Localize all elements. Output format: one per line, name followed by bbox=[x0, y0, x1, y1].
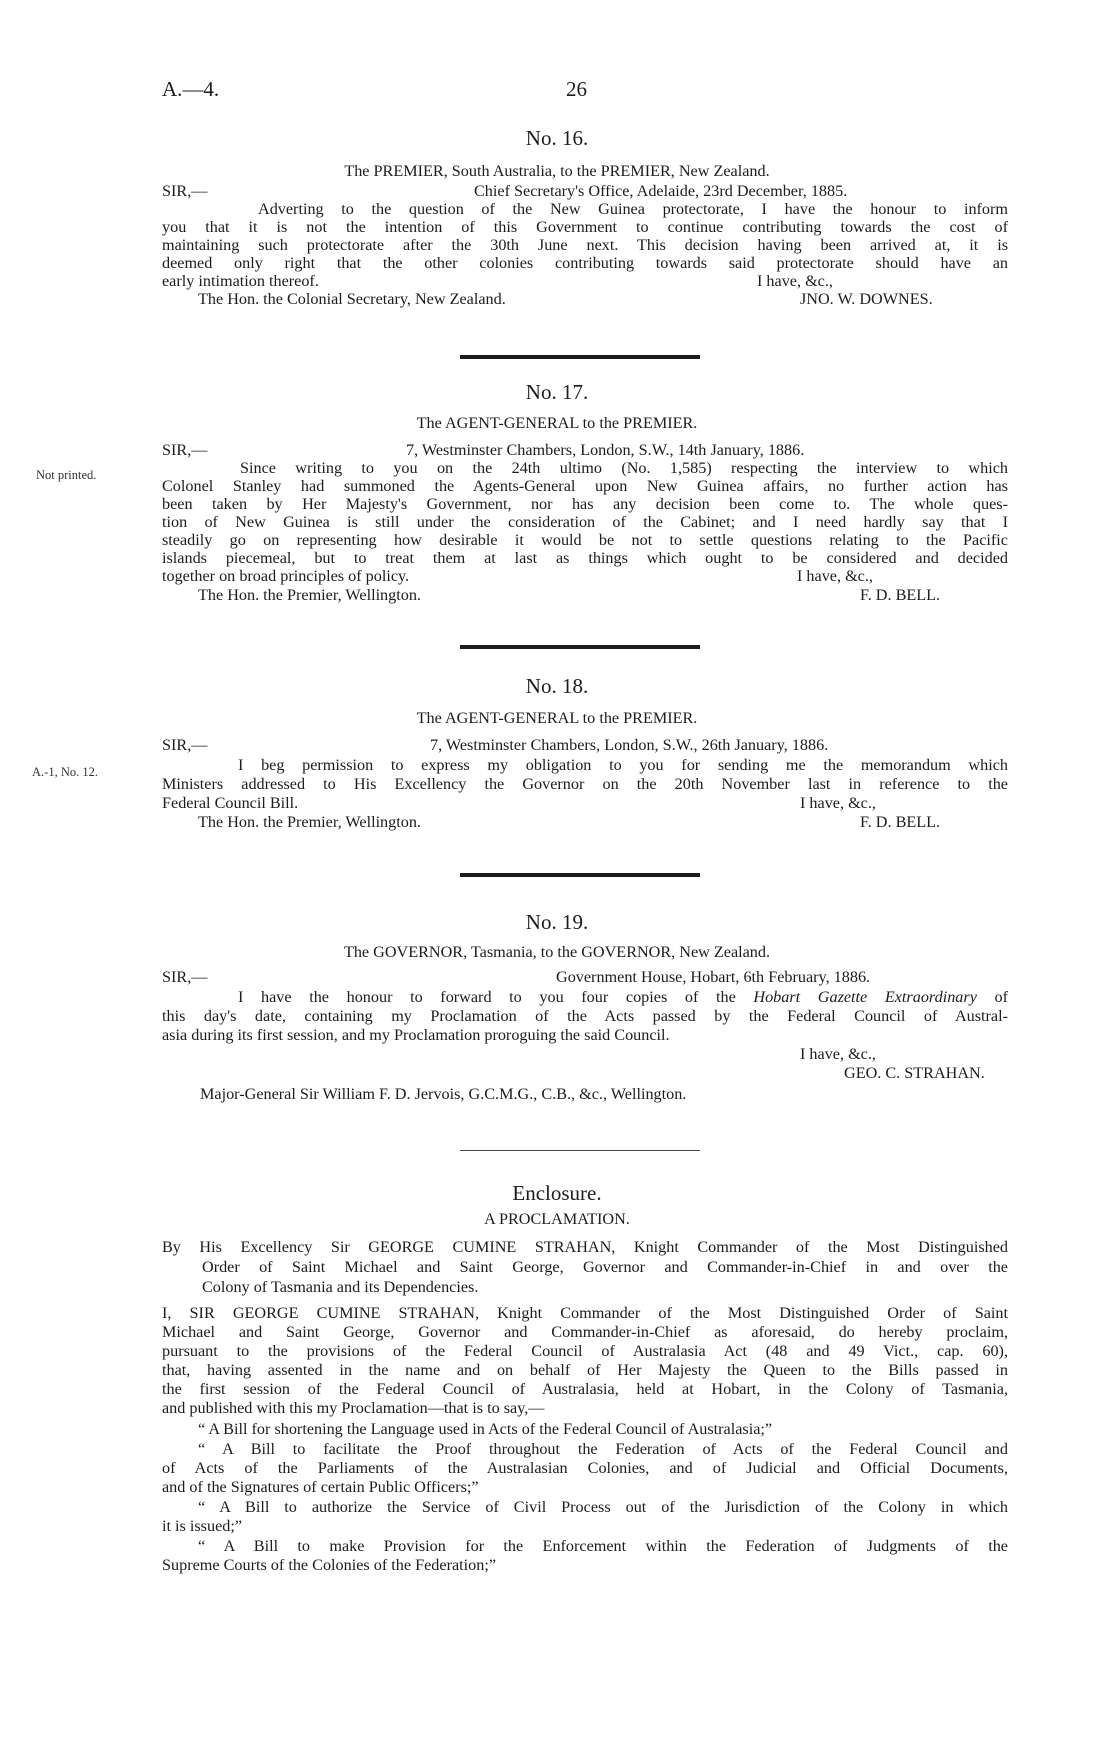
place-date: Government House, Hobart, 6th February, 1886. bbox=[556, 968, 871, 986]
bill-line: “ A Bill to authorize the Service of Civil Process out of the Jurisdiction of the Colony in which bbox=[198, 1498, 1008, 1516]
body-text: I have the honour to forward to you four copies of the bbox=[238, 988, 754, 1006]
body-line: together on broad principles of policy. bbox=[162, 567, 410, 585]
letter-number: No. 19. bbox=[525, 910, 589, 934]
margin-note: Not printed. bbox=[36, 468, 97, 482]
signature: GEO. C. STRAHAN. bbox=[844, 1064, 985, 1082]
proclamation-by-line: Order of Saint Michael and Saint George, Governor and Commander-in-Chief in and over the bbox=[202, 1258, 1008, 1276]
document-reference: A.—4. bbox=[162, 77, 220, 101]
proclamation-body-line: Michael and Saint George, Governor and Commander-in-Chief as aforesaid, do hereby proclaim, bbox=[162, 1323, 1008, 1341]
bill-line: “ A Bill for shortening the Language used in Acts of the Federal Council of Australasia;” bbox=[198, 1420, 773, 1438]
closing: I have, &c., bbox=[797, 567, 873, 585]
body-line: maintaining such protectorate after the 30th June next. This decision having been arrived at, it is bbox=[162, 236, 1008, 254]
body-line: deemed only right that the other colonies contributing towards said protectorate should have an bbox=[162, 254, 1008, 272]
letter-heading: The AGENT-GENERAL to the PREMIER. bbox=[416, 414, 698, 432]
body-line: you that it is not the intention of this Government to continue contributing towards the cost of bbox=[162, 218, 1008, 236]
body-line: this day's date, containing my Proclamation of the Acts passed by the Federal Council of Austral- bbox=[162, 1007, 1008, 1025]
letter-number: No. 18. bbox=[525, 674, 589, 698]
bill-line: and of the Signatures of certain Public Officers;” bbox=[162, 1478, 479, 1496]
signature: F. D. BELL. bbox=[860, 586, 941, 604]
place-date: 7, Westminster Chambers, London, S.W., 14th January, 1886. bbox=[406, 441, 805, 459]
body-line: I beg permission to express my obligation to you for sending me the memorandum which bbox=[238, 756, 1008, 774]
addressee: Major-General Sir William F. D. Jervois, G.C.M.G., C.B., &c., Wellington. bbox=[200, 1085, 687, 1103]
gazette-title: Hobart Gazette Extraordinary bbox=[753, 988, 977, 1006]
signature: F. D. BELL. bbox=[860, 813, 941, 831]
proclamation-body-line: pursuant to the provisions of the Federal Council of Australasia Act (48 and 49 Vict., cap. 60), bbox=[162, 1342, 1008, 1360]
body-line: Federal Council Bill. bbox=[162, 794, 299, 812]
section-divider bbox=[460, 355, 700, 359]
section-divider bbox=[460, 873, 700, 877]
place-date: Chief Secretary's Office, Adelaide, 23rd December, 1885. bbox=[474, 182, 848, 200]
salutation: SIR,— bbox=[162, 736, 208, 754]
proclamation-by-line: Colony of Tasmania and its Dependencies. bbox=[202, 1278, 479, 1296]
bill-line: of Acts of the Parliaments of the Australasian Colonies, and of Judicial and Official Documents, bbox=[162, 1459, 1008, 1477]
body-line bbox=[238, 989, 1008, 1007]
proclamation-body-line: that, having assented in the name and on behalf of Her Majesty the Queen to the Bills passed in bbox=[162, 1361, 1008, 1379]
letter-heading: The PREMIER, South Australia, to the PREMIER, New Zealand. bbox=[344, 162, 770, 180]
bill-line: “ A Bill to make Provision for the Enforcement within the Federation of Judgments of the bbox=[198, 1537, 1008, 1555]
body-line: islands piecemeal, but to treat them at last as things which ought to be considered and decided bbox=[162, 549, 1008, 567]
place-date: 7, Westminster Chambers, London, S.W., 26th January, 1886. bbox=[430, 736, 829, 754]
section-divider bbox=[460, 645, 700, 649]
letter-heading: The GOVERNOR, Tasmania, to the GOVERNOR, New Zealand. bbox=[343, 943, 771, 961]
body-line: Since writing to you on the 24th ultimo (No. 1,585) respecting the interview to which bbox=[240, 459, 1008, 477]
bill-line: it is issued;” bbox=[162, 1517, 243, 1535]
closing: I have, &c., bbox=[800, 1045, 876, 1063]
addressee: The Hon. the Premier, Wellington. bbox=[198, 586, 421, 604]
body-line: early intimation thereof. bbox=[162, 272, 319, 290]
body-text: of bbox=[976, 988, 1009, 1006]
section-divider bbox=[460, 1150, 700, 1151]
letter-number: No. 16. bbox=[525, 126, 589, 150]
letter-heading: The AGENT-GENERAL to the PREMIER. bbox=[416, 709, 698, 727]
salutation: SIR,— bbox=[162, 441, 208, 459]
signature: JNO. W. DOWNES. bbox=[800, 290, 933, 308]
closing: I have, &c., bbox=[757, 272, 833, 290]
addressee: The Hon. the Colonial Secretary, New Zealand. bbox=[198, 290, 506, 308]
body-line: Adverting to the question of the New Guinea protectorate, I have the honour to inform bbox=[258, 200, 1008, 218]
body-line: been taken by Her Majesty's Government, nor has any decision been come to. The whole ques- bbox=[162, 495, 1008, 513]
body-line: asia during its first session, and my Proclamation proroguing the said Council. bbox=[162, 1026, 670, 1044]
proclamation-body-line: and published with this my Proclamation—that is to say,— bbox=[162, 1399, 545, 1417]
addressee: The Hon. the Premier, Wellington. bbox=[198, 813, 421, 831]
closing: I have, &c., bbox=[800, 794, 876, 812]
body-line: steadily go on representing how desirable it would be not to settle questions relating to the Pacific bbox=[162, 531, 1008, 549]
page-number: 26 bbox=[566, 77, 587, 101]
bill-line: “ A Bill to facilitate the Proof throughout the Federation of Acts of the Federal Council and bbox=[198, 1440, 1008, 1458]
margin-note: A.-1, No. 12. bbox=[32, 765, 98, 779]
proclamation-by-line: By His Excellency Sir GEORGE CUMINE STRAHAN, Knight Commander of the Most Distinguished bbox=[162, 1238, 1008, 1256]
enclosure-subtitle: A PROCLAMATION. bbox=[484, 1210, 630, 1228]
body-line: Colonel Stanley had summoned the Agents-General upon New Guinea affairs, no further action has bbox=[162, 477, 1008, 495]
body-line: Ministers addressed to His Excellency the Governor on the 20th November last in reference to the bbox=[162, 775, 1008, 793]
bill-line: Supreme Courts of the Colonies of the Federation;” bbox=[162, 1556, 497, 1574]
letter-number: No. 17. bbox=[525, 380, 589, 404]
salutation: SIR,— bbox=[162, 968, 208, 986]
proclamation-body-line: the first session of the Federal Council of Australasia, held at Hobart, in the Colony of Tasmania, bbox=[162, 1380, 1008, 1398]
proclamation-body-line: I, SIR GEORGE CUMINE STRAHAN, Knight Commander of the Most Distinguished Order of Saint bbox=[162, 1304, 1008, 1322]
salutation: SIR,— bbox=[162, 182, 208, 200]
enclosure-title: Enclosure. bbox=[512, 1181, 602, 1205]
body-line: tion of New Guinea is still under the consideration of the Cabinet; and I need hardly say that I bbox=[162, 513, 1008, 531]
